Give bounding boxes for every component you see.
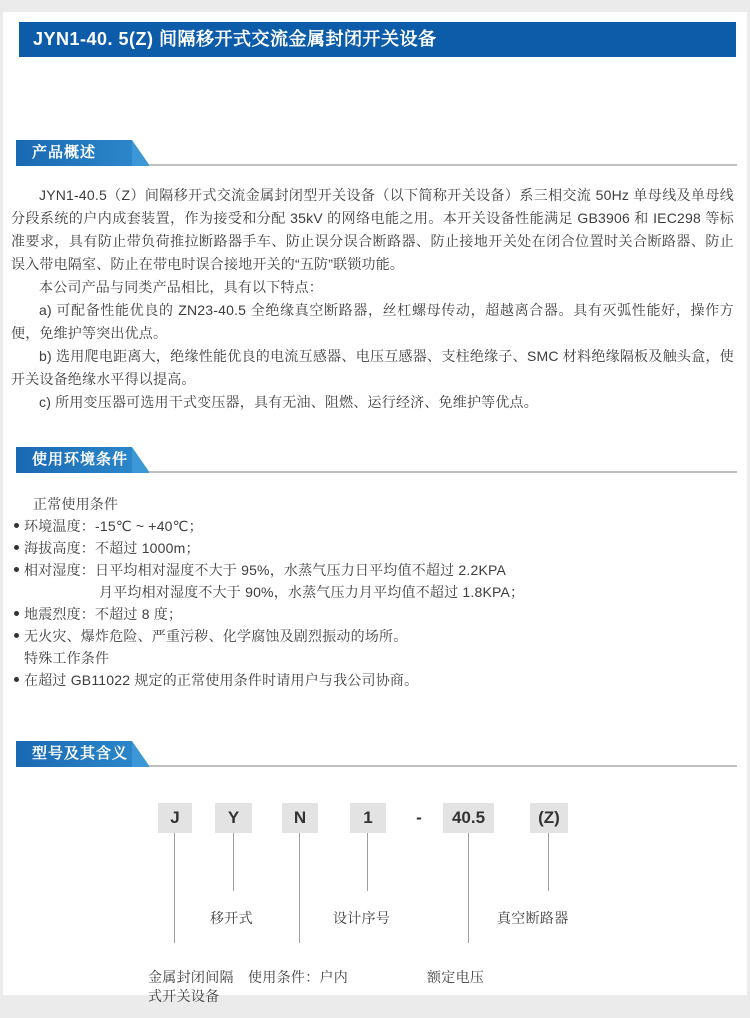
model-token-box-N: N <box>282 803 318 833</box>
list-item <box>11 625 734 647</box>
document-page <box>3 12 747 1004</box>
page-title: JYN1-40. 5(Z) 间隔移开式交流金属封闭开关设备 <box>19 22 736 57</box>
list-item-text: 特殊工作条件 <box>24 650 110 666</box>
connector-line-J <box>174 833 175 943</box>
list-item <box>11 537 734 559</box>
list-item <box>11 669 734 691</box>
environment-intro: 正常使用条件 <box>33 496 119 512</box>
section-rule <box>149 765 737 767</box>
list-item-text: 海拔高度：不超过 1000m； <box>24 540 200 556</box>
list-item-text: 地震烈度：不超过 8 度； <box>24 606 183 622</box>
section-banner-environment: 使用环境条件 <box>16 447 132 473</box>
model-token-box-1: 1 <box>350 803 386 833</box>
section-header-environment <box>16 447 737 473</box>
list-item-line1: 相对湿度：日平均相对湿度不大于 95%，水蒸气压力日平均值不超过 2.2KPA <box>24 562 507 578</box>
model-label-Z: 真空断路器 <box>497 910 569 926</box>
model-token-box-40-5: 40.5 <box>443 803 494 833</box>
overview-paragraph: JYN1-40.5（Z）间隔移开式交流金属封闭型开关设备（以下简称开关设备）系三相交流 50Hz 单母线及单母线分段系统的户内成套装置，作为接受和分配 35kV 的网络电能之用。本开关设备性能满足 GB3906 和 IEC298 等标准要求，具有防止带负荷推拉断路器手车、防止误分误合断路器、防止接地开关处在闭合位置时关合断路器、防止误入带电隔室、防止在带电时误合接地开关的“五防”联锁功能。 <box>11 187 734 272</box>
overview-feature-c: c) 所用变压器可选用干式变压器，具有无油、阻燃、运行经济、免维护等优点。 <box>39 394 538 410</box>
model-token-box-Y: Y <box>215 803 252 833</box>
overview-feature-a: a) 可配备性能优良的 ZN23-40.5 全绝缘真空断路器，丝杠螺母传动，超越离合器。具有灭弧性能好，操作方便，免维护等突出优点。 <box>11 302 734 341</box>
overview-feature-b: b) 选用爬电距离大，绝缘性能优良的电流互感器、电压互感器、支柱绝缘子、SMC 材料绝缘隔板及触头盒，使开关设备绝缘水平得以提高。 <box>11 348 734 387</box>
list-item-line2: 月平均相对湿度不大于 90%，水蒸气压力月平均值不超过 1.8KPA； <box>99 584 525 600</box>
list-item <box>11 647 734 669</box>
model-designation-diagram <box>3 803 747 1018</box>
model-label-Y: 移开式 <box>210 910 253 926</box>
connector-line-Y <box>233 833 234 891</box>
model-token-box-Z: (Z) <box>530 803 568 833</box>
model-token-dash: - <box>416 808 422 827</box>
model-label-1: 设计序号 <box>333 910 391 926</box>
model-token-box-J: J <box>158 803 192 833</box>
model-label-J: 金属封闭间隔式开关设备 <box>148 969 234 1004</box>
overview-paragraph: 本公司产品与同类产品相比，具有以下特点： <box>39 279 323 295</box>
list-item-text: 在超过 GB11022 规定的正常使用条件时请用户与我公司协商。 <box>24 672 419 688</box>
connector-line-Z <box>548 833 549 891</box>
list-item-text: 环境温度：-15℃ ~ +40℃； <box>24 518 203 534</box>
section-header-model <box>16 741 737 767</box>
model-label-40-5: 额定电压 <box>427 969 485 985</box>
overview-paragraphs <box>11 184 734 414</box>
bullet-icon <box>14 545 19 550</box>
bullet-icon <box>14 611 19 616</box>
section-header-overview <box>16 140 737 166</box>
list-item <box>11 603 734 625</box>
model-label-N: 使用条件：户内 <box>248 969 349 985</box>
list-item <box>11 559 734 603</box>
section-banner-model: 型号及其含义 <box>16 741 132 767</box>
section-rule <box>149 164 737 166</box>
list-item-text: 无火灾、爆炸危险、严重污秽、化学腐蚀及剧烈振动的场所。 <box>24 628 408 644</box>
bullet-icon <box>14 633 19 638</box>
section-banner-overview: 产品概述 <box>16 140 132 166</box>
section-rule <box>149 471 737 473</box>
bullet-icon <box>14 677 19 682</box>
bullet-icon <box>14 567 19 572</box>
list-item <box>11 515 734 537</box>
environment-list <box>11 493 734 691</box>
connector-line-N <box>299 833 300 943</box>
connector-line-1 <box>367 833 368 891</box>
connector-line-40-5 <box>468 833 469 943</box>
list-item-text <box>24 559 734 603</box>
bullet-icon <box>14 523 19 528</box>
